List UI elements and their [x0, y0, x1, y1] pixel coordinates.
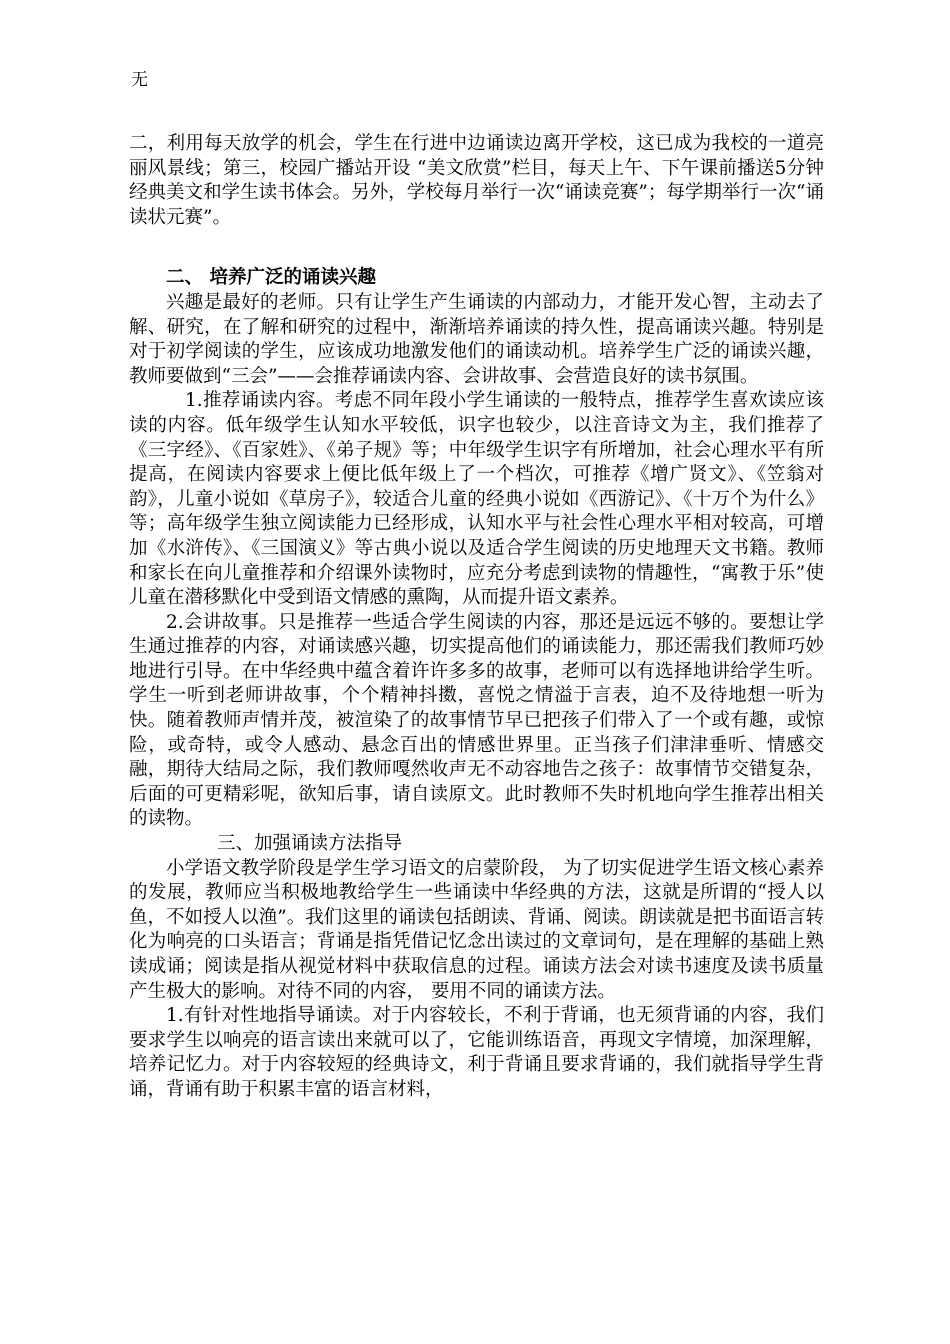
paragraph-recommend: 1.推荐诵读内容。考虑不同年段小学生诵读的一般特点，推荐学生喜欢读应该读的内容。低年级学生认知水平较低，识字也较少，以注音诗文为主，我们推荐了《三字经》、《百家姓》、《弟子规》等；中年级学生识字有所增加，社会心理水平有所提高，在阅读内容要求上便比低年级上了一个档次，可推荐《增广贤文》、《笠翁对韵》，儿童小说如《草房子》，较适合儿童的经典小说如《西游记》、《十万个为什么》等；高年级学生独立阅读能力已经形成，认知水平与社会性心理水平相对较高，可增加《水浒传》、《三国演义》等古典小说以及适合学生阅读的历史地理天文书籍。教师和家长在向儿童推荐和介绍课外读物时，应充分考虑到读物的情趣性，“寓教于乐”使儿童在潜移默化中受到语文情感的熏陶，从而提升语文素养。	[129, 390, 824, 609]
paragraph-guidance: 1.有针对性地指导诵读。对于内容较长，不利于背诵，也无须背诵的内容，我们要求学生以响亮的语言读出来就可以了，它能训练语音，再现文字情境，加深理解，培养记忆力。对于内容较短的经典诗文，利于背诵且要求背诵的，我们就指导学生背诵，背诵有助于积累丰富的语言材料，	[129, 1005, 824, 1100]
section-heading-three: 三、加强诵读方法指导	[217, 833, 403, 855]
section-heading-two: 二、 培养广泛的诵读兴趣	[166, 267, 376, 289]
paragraph-interest: 兴趣是最好的老师。只有让学生产生诵读的内部动力，才能开发心智，主动去了解、研究，在了解和研究的过程中，渐渐培养诵读的持久性，提高诵读兴趣。特别是对于初学阅读的学生，应该成功地激发他们的诵读动机。培养学生广泛的诵读兴趣，教师要做到“三会”——会推荐诵读内容、会讲故事、会营造良好的读书氛围。	[129, 291, 824, 387]
paragraph-gap	[129, 230, 824, 266]
paragraph-method: 小学语文教学阶段是学生学习语文的启蒙阶段， 为了切实促进学生语文核心素养的发展，教师应当积极地教给学生一些诵读中华经典的方法，这就是所谓的“授人以鱼，不如授人以渔”。我们这里的诵读包括朗读、背诵、阅读。朗读就是把书面语言转化为响亮的口头语言；背诵是指凭借记忆念出读过的文章词句，是在理解的基础上熟读成诵；阅读是指从视觉材料中获取信息的过程。诵读方法会对读书速度及读书质量产生极大的影响。对待不同的内容， 要用不同的诵读方法。	[129, 857, 824, 1002]
paragraph-intro: 二，利用每天放学的机会，学生在行进中边诵读边离开学校，这已成为我校的一道亮丽风景线；第三，校园广播站开设 “美文欣赏”栏目，每天上午、下午课前播送5分钟经典美文和学生读书体会。另外，学校每月举行一次“诵读竞赛”；每学期举行一次“诵读状元赛”。	[129, 133, 824, 228]
document-body	[129, 132, 824, 1103]
page-header: 无	[131, 70, 148, 90]
paragraph-storytelling: 2.会讲故事。只是推荐一些适合学生阅读的内容，那还是远远不够的。要想让学生通过推荐的内容，对诵读感兴趣，切实提高他们的诵读能力，那还需我们教师巧妙地进行引导。在中华经典中蕴含着许许多多的故事，老师可以有选择地讲给学生听。学生一听到老师讲故事，个个精神抖擞，喜悦之情溢于言表，迫不及待地想一听为快。随着教师声情并茂，被渲染了的故事情节早已把孩子们带入了一个或有趣，或惊险，或奇特，或令人感动、悬念百出的情感世界里。正当孩子们津津垂听、情感交融，期待大结局之际，我们教师嘎然收声无不动容地告之孩子：故事情节交错复杂，后面的可更精彩呢，欲知后事，请自读原文。此时教师不失时机地向学生推荐出相关的读物。	[129, 611, 824, 830]
